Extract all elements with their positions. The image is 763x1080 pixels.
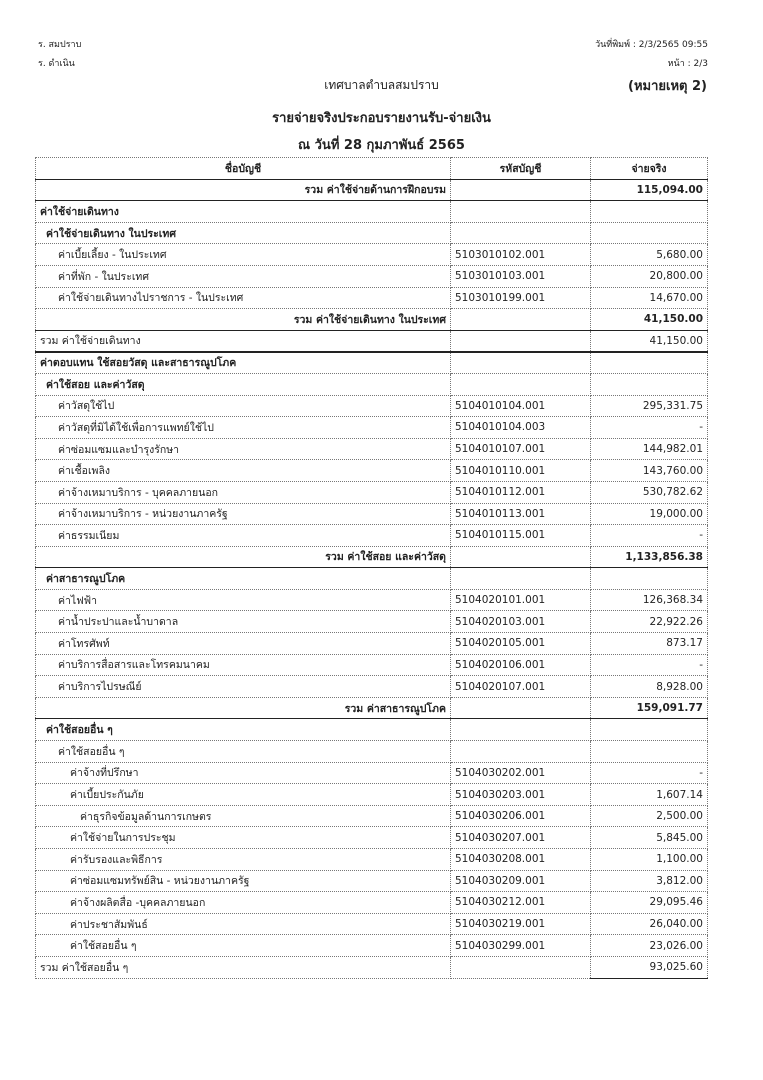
account-code xyxy=(451,201,591,223)
organization-name: เทศบาลตำบลสมปราบ xyxy=(324,78,439,92)
account-name: รวม ค่าสาธารณูปโภค xyxy=(36,697,451,719)
account-amount: 530,782.62 xyxy=(591,481,708,503)
table-row xyxy=(36,589,708,611)
account-code: 5104030202.001 xyxy=(451,762,591,784)
account-name: ค่าใช้จ่ายในการประชุม xyxy=(36,827,451,849)
table-row xyxy=(36,784,708,806)
table-row xyxy=(36,870,708,892)
account-name: รวม ค่าใช้จ่ายเดินทาง ในประเทศ xyxy=(36,309,451,331)
account-name: ค่าบริการไปรษณีย์ xyxy=(36,676,451,698)
account-code: 5104030207.001 xyxy=(451,827,591,849)
account-name: รวม ค่าใช้จ่ายด้านการฝึกอบรม xyxy=(36,179,451,201)
account-name: ค่าธรรมเนียม xyxy=(36,525,451,547)
account-amount: 26,040.00 xyxy=(591,913,708,935)
account-amount: 5,680.00 xyxy=(591,244,708,266)
account-name: รวม ค่าใช้สอยอื่น ๆ xyxy=(36,956,451,978)
print-date: วันที่พิมพ์ : 2/3/2565 09:55 xyxy=(595,40,708,50)
table-row xyxy=(36,654,708,676)
account-code: 5104030212.001 xyxy=(451,892,591,914)
table-row xyxy=(36,762,708,784)
account-code: 5104030206.001 xyxy=(451,805,591,827)
account-name: ค่าจ้างเหมาบริการ - หน่วยงานภาครัฐ xyxy=(36,503,451,525)
table-row xyxy=(36,697,708,719)
account-name: ค่าโทรศัพท์ xyxy=(36,633,451,655)
account-code xyxy=(451,956,591,978)
table-row xyxy=(36,244,708,266)
account-code: 5104010113.001 xyxy=(451,503,591,525)
account-name: ค่าใช้จ่ายเดินทาง ในประเทศ xyxy=(36,222,451,244)
account-amount: 23,026.00 xyxy=(591,935,708,957)
table-row xyxy=(36,330,708,352)
header-line-2: ร. ดำเนิน xyxy=(38,59,75,69)
account-amount: - xyxy=(591,762,708,784)
table-row xyxy=(36,633,708,655)
account-amount: 2,500.00 xyxy=(591,805,708,827)
column-header-name: ชื่อบัญชี xyxy=(36,158,451,180)
account-code xyxy=(451,741,591,763)
account-code xyxy=(451,697,591,719)
account-amount xyxy=(591,719,708,741)
table-row xyxy=(36,719,708,741)
account-amount: 873.17 xyxy=(591,633,708,655)
table-row xyxy=(36,525,708,547)
account-name: ค่าซ่อมแซมและบำรุงรักษา xyxy=(36,438,451,460)
account-amount: 5,845.00 xyxy=(591,827,708,849)
table-row xyxy=(36,676,708,698)
header-left xyxy=(38,36,81,74)
account-code: 5104010107.001 xyxy=(451,438,591,460)
table-row xyxy=(36,265,708,287)
table-row xyxy=(36,201,708,223)
account-amount xyxy=(591,222,708,244)
account-amount: 126,368.34 xyxy=(591,589,708,611)
table-row xyxy=(36,568,708,590)
account-amount: 14,670.00 xyxy=(591,287,708,309)
account-name: ค่าเบี้ยเลี้ยง - ในประเทศ xyxy=(36,244,451,266)
account-name: ค่าบริการสื่อสารและโทรคมนาคม xyxy=(36,654,451,676)
account-name: ค่าสาธารณูปโภค xyxy=(36,568,451,590)
account-amount: 159,091.77 xyxy=(591,697,708,719)
account-name: ค่าใช้สอยอื่น ๆ xyxy=(36,935,451,957)
account-name: ค่าประชาสัมพันธ์ xyxy=(36,913,451,935)
column-header-amount: จ่ายจริง xyxy=(591,158,708,180)
account-name: ค่าเชื้อเพลิง xyxy=(36,460,451,482)
account-amount: 3,812.00 xyxy=(591,870,708,892)
account-name: ค่าใช้สอยอื่น ๆ xyxy=(36,741,451,763)
account-code: 5104030219.001 xyxy=(451,913,591,935)
account-code xyxy=(451,330,591,352)
account-code: 5104020101.001 xyxy=(451,589,591,611)
table-row xyxy=(36,438,708,460)
account-name: ค่าใช้จ่ายเดินทางไปราชการ - ในประเทศ xyxy=(36,287,451,309)
table-row xyxy=(36,179,708,201)
account-amount: 41,150.00 xyxy=(591,330,708,352)
account-name: รวม ค่าใช้จ่ายเดินทาง xyxy=(36,330,451,352)
account-name: ค่าใช้จ่ายเดินทาง xyxy=(36,201,451,223)
account-amount: 22,922.26 xyxy=(591,611,708,633)
account-amount: 143,760.00 xyxy=(591,460,708,482)
account-name: ค่าตอบแทน ใช้สอยวัสดุ และสาธารณูปโภค xyxy=(36,352,451,374)
account-amount xyxy=(591,373,708,395)
account-code: 5103010102.001 xyxy=(451,244,591,266)
account-amount xyxy=(591,741,708,763)
account-code: 5104010104.001 xyxy=(451,395,591,417)
account-amount: 115,094.00 xyxy=(591,179,708,201)
report-date: ณ วันที่ 28 กุมภาพันธ์ 2565 xyxy=(298,138,465,153)
header-right xyxy=(595,36,708,74)
account-name: ค่าใช้สอย และค่าวัสดุ xyxy=(36,373,451,395)
table-row xyxy=(36,913,708,935)
table-row xyxy=(36,503,708,525)
account-code xyxy=(451,222,591,244)
account-name: ค่าจ้างผลิตสื่อ -บุคคลภายนอก xyxy=(36,892,451,914)
account-code: 5104010112.001 xyxy=(451,481,591,503)
account-code: 5104020106.001 xyxy=(451,654,591,676)
account-name: ค่ารับรองและพิธีการ xyxy=(36,849,451,871)
account-code: 5104010115.001 xyxy=(451,525,591,547)
table-row xyxy=(36,309,708,331)
account-name: ค่าจ้างเหมาบริการ - บุคคลภายนอก xyxy=(36,481,451,503)
account-amount: 1,100.00 xyxy=(591,849,708,871)
table-row xyxy=(36,892,708,914)
table-body xyxy=(36,179,708,978)
account-amount: 29,095.46 xyxy=(591,892,708,914)
column-header-code: รหัสบัญชี xyxy=(451,158,591,180)
account-name: รวม ค่าใช้สอย และค่าวัสดุ xyxy=(36,546,451,568)
account-code: 5104030299.001 xyxy=(451,935,591,957)
account-amount xyxy=(591,568,708,590)
account-code: 5103010103.001 xyxy=(451,265,591,287)
account-amount: 1,133,856.38 xyxy=(591,546,708,568)
account-name: ค่าไฟฟ้า xyxy=(36,589,451,611)
page-number: หน้า : 2/3 xyxy=(667,59,708,69)
account-code xyxy=(451,568,591,590)
account-name: ค่าธุรกิจข้อมูลด้านการเกษตร xyxy=(36,805,451,827)
account-amount: 1,607.14 xyxy=(591,784,708,806)
table-row xyxy=(36,352,708,374)
account-name: ค่าเบี้ยประกันภัย xyxy=(36,784,451,806)
table-header-row xyxy=(36,158,708,180)
table-row xyxy=(36,611,708,633)
account-code xyxy=(451,309,591,331)
table-row xyxy=(36,956,708,978)
account-amount: 41,150.00 xyxy=(591,309,708,331)
account-name: ค่าที่พัก - ในประเทศ xyxy=(36,265,451,287)
account-amount: 20,800.00 xyxy=(591,265,708,287)
header-line-1: ร. สมปราบ xyxy=(38,40,82,50)
table-row xyxy=(36,546,708,568)
table-row xyxy=(36,395,708,417)
table-row xyxy=(36,373,708,395)
account-amount: - xyxy=(591,654,708,676)
table-row xyxy=(36,849,708,871)
account-amount: - xyxy=(591,525,708,547)
account-code: 5104030208.001 xyxy=(451,849,591,871)
account-code xyxy=(451,546,591,568)
account-code xyxy=(451,373,591,395)
account-name: ค่าวัสดุที่มิได้ใช้เพื่อการแพทย์ใช้ไป xyxy=(36,417,451,439)
account-code: 5103010199.001 xyxy=(451,287,591,309)
account-amount: 144,982.01 xyxy=(591,438,708,460)
table-row xyxy=(36,417,708,439)
account-code xyxy=(451,352,591,374)
account-code xyxy=(451,179,591,201)
account-code: 5104010104.003 xyxy=(451,417,591,439)
account-code: 5104030209.001 xyxy=(451,870,591,892)
table-row xyxy=(36,805,708,827)
account-amount: 19,000.00 xyxy=(591,503,708,525)
table-row xyxy=(36,741,708,763)
table-row xyxy=(36,827,708,849)
note-label: (หมายเหตุ 2) xyxy=(628,79,707,94)
account-code: 5104020103.001 xyxy=(451,611,591,633)
account-code: 5104020107.001 xyxy=(451,676,591,698)
account-code: 5104030203.001 xyxy=(451,784,591,806)
account-amount: - xyxy=(591,417,708,439)
table-row xyxy=(36,935,708,957)
account-name: ค่าวัสดุใช้ไป xyxy=(36,395,451,417)
table-row xyxy=(36,222,708,244)
account-amount: 93,025.60 xyxy=(591,956,708,978)
report-title: รายจ่ายจริงประกอบรายงานรับ-จ่ายเงิน xyxy=(272,111,491,126)
table-row xyxy=(36,481,708,503)
account-name: ค่าจ้างที่ปรึกษา xyxy=(36,762,451,784)
account-amount xyxy=(591,352,708,374)
table-row xyxy=(36,287,708,309)
table-row xyxy=(36,460,708,482)
expense-table xyxy=(35,157,708,979)
account-amount: 295,331.75 xyxy=(591,395,708,417)
account-code: 5104020105.001 xyxy=(451,633,591,655)
account-name: ค่าน้ำประปาและน้ำบาดาล xyxy=(36,611,451,633)
account-amount: 8,928.00 xyxy=(591,676,708,698)
account-amount xyxy=(591,201,708,223)
account-code: 5104010110.001 xyxy=(451,460,591,482)
account-name: ค่าซ่อมแซมทรัพย์สิน - หน่วยงานภาครัฐ xyxy=(36,870,451,892)
account-code xyxy=(451,719,591,741)
account-name: ค่าใช้สอยอื่น ๆ xyxy=(36,719,451,741)
